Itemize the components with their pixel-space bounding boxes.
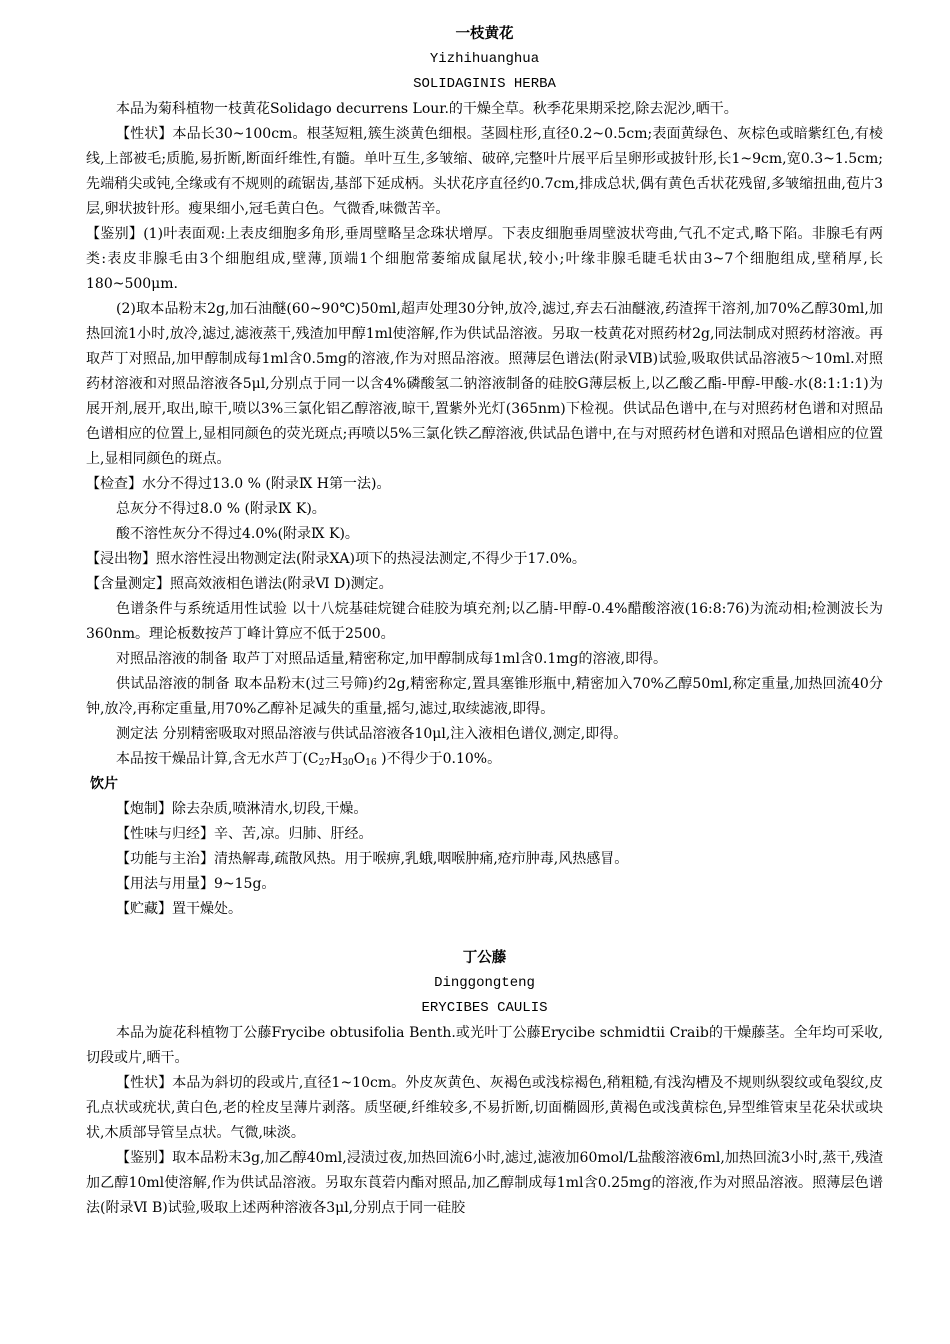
hanliang-jisuan	[86, 747, 883, 772]
entry-pinyin: Dinggongteng	[434, 975, 535, 991]
jisuan-h: H	[330, 751, 343, 767]
subheading-yinpian: 饮片	[90, 776, 118, 792]
entry-title: 一枝黄花	[455, 26, 514, 42]
entry-intro: 本品为旋花科植物丁公藤Frycibe obtusifolia Benth.或光叶丁公藤Erycibe schmidtii Craib的干燥藤茎。全年均可采收,切段或片,晒干。	[86, 1025, 883, 1066]
section-gongneng: 【功能与主治】清热解毒,疏散风热。用于喉痹,乳蛾,咽喉肿痛,疮疖肿毒,风热感冒。	[116, 851, 629, 867]
hanliang-cedingfa: 测定法 分别精密吸取对照品溶液与供试品溶液各10μl,注入液相色谱仪,测定,即得。	[116, 726, 628, 742]
jiancha-huifen: 总灰分不得过8.0 % (附录Ⅸ K)。	[116, 501, 326, 517]
document-page	[86, 22, 883, 1221]
entry-separator	[86, 922, 883, 946]
jisuan-o-count: 16	[365, 758, 377, 768]
jisuan-h-count: 30	[342, 758, 354, 768]
entry-pinyin: Yizhihuanghua	[429, 51, 540, 67]
hanliang-gongshi: 供试品溶液的制备 取本品粉末(过三号筛)约2g,精密称定,置具塞锥形瓶中,精密加入70%乙醇50ml,称定重量,加热回流40分钟,放冷,再称定重量,用70%乙醇补足减失的重量,摇匀,滤过,取续滤液,即得。	[86, 676, 883, 717]
section-xingzhuang: 【性状】本品为斜切的段或片,直径1~10cm。外皮灰黄色、灰褐色或浅棕褐色,稍粗糙,有浅沟槽及不规则纵裂纹或龟裂纹,皮孔点状或疣状,黄白色,老的栓皮呈薄片剥落。质坚硬,纤维较多,不易折断,切面椭圆形,黄褐色或浅黄棕色,异型维管束呈花朵状或块状,木质部导管呈点状。气微,味淡。	[86, 1075, 883, 1141]
jisuan-pre: 本品按干燥品计算,含无水芦丁(C	[116, 751, 319, 767]
jisuan-o: O	[353, 751, 366, 767]
jisuan-post: )不得少于0.10%。	[376, 751, 502, 767]
section-jianbie: 【鉴别】取本品粉末3g,加乙醇40ml,浸渍过夜,加热回流6小时,滤过,滤液加60mol/L盐酸溶液6ml,加热回流3小时,蒸干,残渣加乙醇10ml使溶解,作为供试品溶液。另取东莨菪内酯对照品,加乙醇制成每1ml含0.25mg的溶液,作为对照品溶液。照薄层色谱法(附录Ⅵ B)试验,吸取上述两种溶液各3μl,分别点于同一硅胶	[86, 1150, 883, 1216]
section-zhucang: 【贮藏】置干燥处。	[116, 901, 242, 917]
entry-latin-name: ERYCIBES CAULIS	[421, 1000, 548, 1016]
section-xingwei: 【性味与归经】辛、苦,凉。归肺、肝经。	[116, 826, 373, 842]
section-jinchu: 【浸出物】照水溶性浸出物测定法(附录ⅩA)项下的热浸法测定,不得少于17.0%。	[86, 551, 586, 567]
section-jiancha: 【检查】水分不得过13.0 % (附录Ⅸ H第一法)。	[86, 476, 391, 492]
section-jianbie-1: 【鉴别】(1)叶表面观:上表皮细胞多角形,垂周壁略呈念珠状增厚。下表皮细胞垂周壁波状弯曲,气孔不定式,略下陷。非腺毛有两类:表皮非腺毛由3个细胞组成,壁薄,顶端1个细胞常萎缩成鼠尾状,较小;叶缘非腺毛睫毛状由3~7个细胞组成,壁稍厚,长 180~500μm.	[86, 226, 883, 292]
entry-intro: 本品为菊科植物一枝黄花Solidago decurrens Lour.的干燥全草。秋季花果期采挖,除去泥沙,晒干。	[116, 101, 738, 117]
entry-title: 丁公藤	[462, 950, 507, 966]
hanliang-duizhao: 对照品溶液的制备 取芦丁对照品适量,精密称定,加甲醇制成每1ml含0.1mg的溶液,即得。	[116, 651, 667, 667]
section-paozhi: 【炮制】除去杂质,喷淋清水,切段,干燥。	[116, 801, 368, 817]
entry-latin-name: SOLIDAGINIS HERBA	[413, 76, 556, 92]
section-yongfa: 【用法与用量】9~15g。	[116, 876, 276, 892]
section-xingzhuang: 【性状】本品长30~100cm。根茎短粗,簇生淡黄色细根。茎圆柱形,直径0.2~0.5cm;表面黄绿色、灰棕色或暗紫红色,有棱线,上部被毛;质脆,易折断,断面纤维性,有髓。单叶互生,多皱缩、破碎,完整叶片展平后呈卵形或披针形,长1~9cm,宽0.3~1.5cm;先端稍尖或钝,全缘或有不规则的疏锯齿,基部下延成柄。头状花序直径约0.7cm,排成总状,偶有黄色舌状花残留,多皱缩扭曲,苞片3层,卵状披针形。瘦果细小,冠毛黄白色。气微香,味微苦辛。	[86, 126, 883, 217]
hanliang-sepu: 色谱条件与系统适用性试验 以十八烷基硅烷键合硅胶为填充剂;以乙腈-甲醇-0.4%醋酸溶液(16:8:76)为流动相;检测波长为360nm。理论板数按芦丁峰计算应不低于2500。	[86, 601, 883, 642]
jisuan-c-count: 27	[318, 758, 331, 768]
section-jianbie-2: (2)取本品粉末2g,加石油醚(60~90℃)50ml,超声处理30分钟,放冷,滤过,弃去石油醚液,药渣挥干溶剂,加70%乙醇30ml,加热回流1小时,放冷,滤过,滤液蒸干,残渣加甲醇1ml使溶解,作为供试品溶液。另取一枝黄花对照药材2g,同法制成对照药材溶液。再取芦丁对照品,加甲醇制成每1ml含0.5mg的溶液,作为对照品溶液。照薄层色谱法(附录ⅥB)试验,吸取供试品溶液5～10ml.对照药材溶液和对照品溶液各5μl,分别点于同一以含4%磷酸氢二钠溶液制备的硅胶G薄层板上,以乙酸乙酯-甲醇-甲酸-水(8:1:1:1)为展开剂,展开,取出,晾干,喷以3%三氯化铝乙醇溶液,晾干,置紫外光灯(365nm)下检视。供试品色谱中,在与对照药材色谱和对照品色谱相应的位置上,显相同颜色的荧光斑点;再喷以5%三氯化铁乙醇溶液,供试品色谱中,在与对照药材色谱和对照品色谱相应的位置上,显相同颜色的斑点。	[86, 301, 883, 467]
jiancha-suan: 酸不溶性灰分不得过4.0%(附录Ⅸ K)。	[116, 526, 359, 542]
section-hanliang: 【含量测定】照高效液相色谱法(附录Ⅵ D)测定。	[86, 576, 393, 592]
